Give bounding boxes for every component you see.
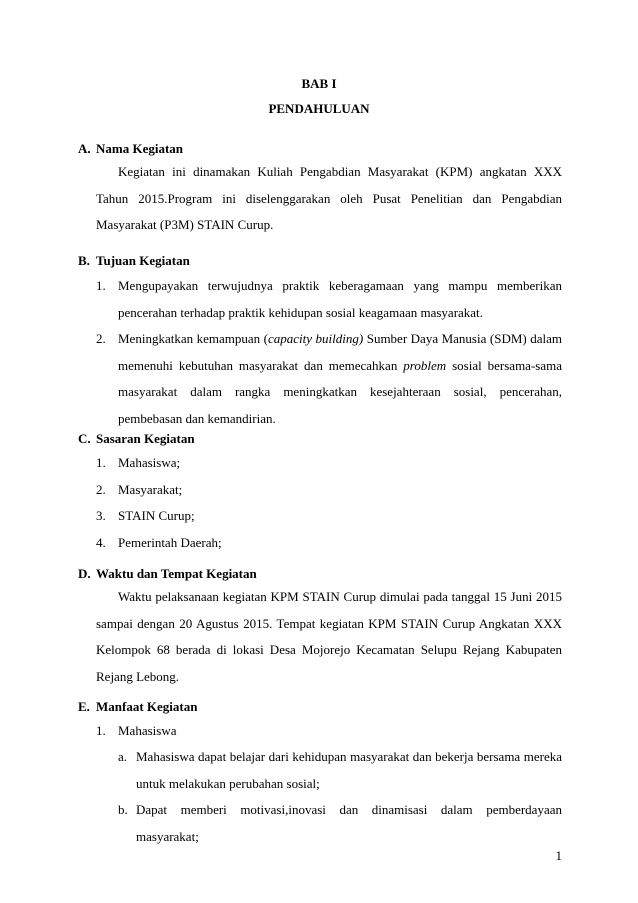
section-title: Sasaran Kegiatan [96, 431, 195, 446]
list-item-text: Masyarakat; [118, 481, 183, 497]
section-a-heading [78, 141, 183, 157]
section-d-paragraph [96, 584, 562, 690]
section-title: Waktu dan Tempat Kegiatan [96, 566, 257, 581]
list-item-text: STAIN Curup; [118, 508, 195, 523]
list-item [96, 326, 562, 432]
section-title: Tujuan Kegiatan [96, 253, 190, 268]
section-d-heading [78, 566, 257, 582]
section-b-heading [78, 253, 190, 269]
list-item-text: Mengupayakan terwujudnya praktik keberagamaan yang mampu memberikan pencerahan terhadap praktik kehidupan sosial keagamaan masyarakat. [118, 278, 562, 320]
list-item-text: Meningkatkan kemampuan ( [118, 331, 268, 346]
chapter-label: BAB I [301, 76, 337, 91]
section-letter: D. [78, 566, 91, 581]
list-item-text: Mahasiswa [118, 723, 177, 738]
section-e-heading [78, 699, 197, 715]
page-number: 1 [555, 848, 562, 863]
section-c-list [96, 450, 562, 556]
list-number: 2. [96, 331, 106, 346]
paragraph-text: Kegiatan ini dinamakan Kuliah Pengabdian Masyarakat (KPM) angkatan XXX Tahun 2015.Program ini diselenggarakan oleh Pusat Penelitian dan Pengabdian Masyarakat (P3M) STAIN Curup. [96, 164, 562, 232]
list-item-text: Sumber Daya Manusia (SDM) dalam memenuhi kebutuhan masyarakat dan memecahkan [118, 331, 562, 373]
section-e-sublist [118, 744, 562, 850]
list-item-text: Pemerintah Daerah; [118, 534, 222, 550]
list-number: 1. [96, 278, 106, 293]
list-number: 1. [96, 723, 106, 738]
section-letter: E. [78, 699, 90, 714]
list-item [96, 477, 562, 504]
section-letter: B. [78, 253, 90, 268]
list-number: 2. [96, 481, 106, 497]
section-a-paragraph [96, 159, 562, 239]
paragraph-text: Waktu pelaksanaan kegiatan KPM STAIN Curup dimulai pada tanggal 15 Juni 2015 sampai dengan 20 Agustus 2015. Tempat kegiatan KPM STAIN Curup Angkatan XXX Kelompok 68 berada di lokasi Desa Mojorejo Kecamatan Selupu Rejang Kabupaten Rejang Lebong. [96, 589, 562, 684]
list-item [96, 718, 562, 745]
list-number: 3. [96, 508, 106, 523]
section-title: Manfaat Kegiatan [96, 699, 198, 714]
list-item-text: Mahasiswa; [118, 455, 181, 470]
section-e-list [96, 718, 562, 745]
italic-term: capacity building) [267, 331, 364, 346]
sub-list-letter: a. [118, 749, 128, 764]
list-number: 1. [96, 455, 106, 470]
sub-list-letter: b. [118, 802, 128, 817]
list-item [96, 450, 562, 477]
section-b-list [96, 273, 562, 432]
italic-term: problem [403, 357, 447, 373]
page-title: PENDAHULUAN [268, 101, 370, 116]
list-item [96, 273, 562, 326]
section-c-heading [78, 431, 195, 447]
list-item [96, 503, 562, 530]
sub-list-text: Mahasiswa dapat belajar dari kehidupan masyarakat dan bekerja bersama mereka untuk melakukan perubahan sosial; [136, 749, 562, 791]
sub-list-text: Dapat memberi motivasi,inovasi dan dinamisasi dalam pemberdayaan masyarakat; [136, 802, 562, 844]
section-title: Nama Kegiatan [96, 141, 184, 156]
sub-list-item [118, 797, 562, 850]
list-number: 4. [96, 534, 106, 550]
section-letter: C. [78, 431, 91, 446]
list-item-text: sosial bersama-sama masyarakat dalam rangka meningkatkan kesejahteraan sosial, pencerahan, pembebasan dan kemandirian. [118, 357, 562, 426]
list-item [96, 530, 562, 557]
sub-list-item [118, 744, 562, 797]
section-letter: A. [78, 141, 91, 156]
